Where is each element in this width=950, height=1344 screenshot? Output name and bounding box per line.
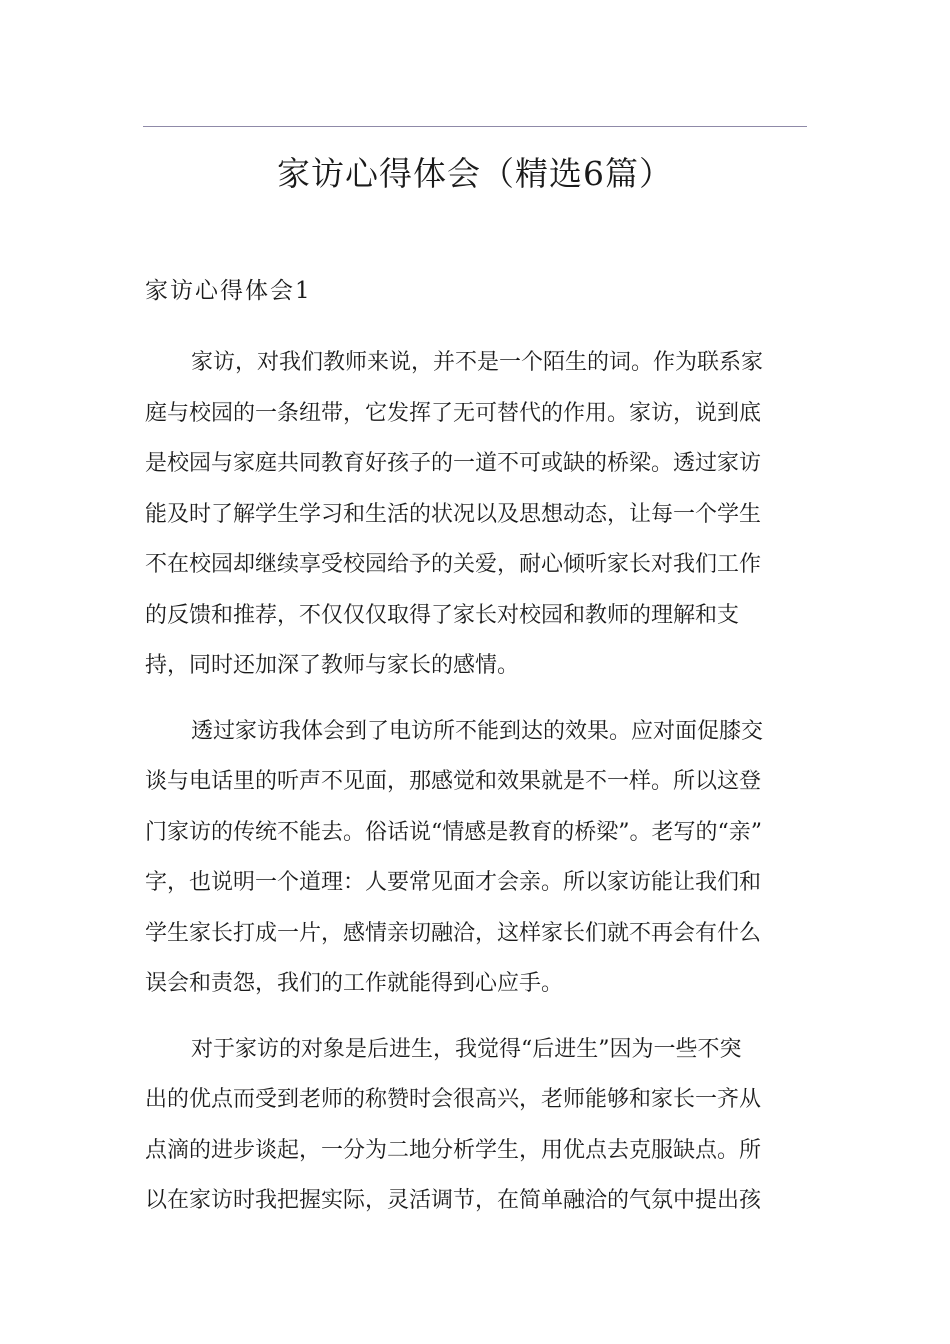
paragraph-2 [145,707,809,1010]
text-line: 谈与电话里的听声不见面，那感觉和效果就是不一样。所以这登 [145,769,762,794]
body-text [145,338,809,1242]
paragraph-1 [145,338,809,692]
text-line: 门家访的传统不能去。俗话说“情感是教育的桥梁”。老写的“亲” [145,819,762,845]
text-line: 学生家长打成一片，感情亲切融洽，这样家长们就不再会有什么 [145,920,762,946]
text-line: 是校园与家庭共同教育好孩子的一道不可或缺的桥梁。透过家访 [145,451,762,476]
text-line: 的反馈和推荐，不仅仅仅取得了家长对校园和教师的理解和支 [145,602,740,628]
text-line: 误会和责怨，我们的工作就能得到心应手。 [145,971,564,996]
text-line: 持，同时还加深了教师与家长的感情。 [145,653,520,678]
text-line: 以在家访时我把握实际，灵活调节，在简单融洽的气氛中提出孩 [145,1188,762,1213]
paragraph-3 [145,1025,809,1227]
document-title: 家访心得体会（精选6篇） [277,154,673,193]
text-line: 庭与校园的一条纽带，它发挥了无可替代的作用。家访，说到底 [145,400,762,426]
text-line: 点滴的进步谈起，一分为二地分析学生，用优点去克服缺点。所 [145,1137,762,1163]
text-line: 能及时了解学生学习和生活的状况以及思想动态，让每一个学生 [145,501,762,527]
text-line: 字，也说明一个道理：人要常见面才会亲。所以家访能让我们和 [145,870,762,895]
text-line: 对于家访的对象是后进生，我觉得“后进生”因为一些不突 [191,1036,742,1062]
text-line: 透过家访我体会到了电访所不能到达的效果。应对面促膝交 [191,718,764,744]
text-line: 家访，对我们教师来说，并不是一个陌生的词。作为联系家 [191,350,764,375]
header-rule [143,126,807,127]
text-line: 出的优点而受到老师的称赞时会很高兴，老师能够和家长一齐从 [145,1087,762,1112]
text-line: 不在校园却继续享受校园给予的关爱，耐心倾听家长对我们工作 [145,552,762,577]
section-heading: 家访心得体会1 [145,278,312,304]
